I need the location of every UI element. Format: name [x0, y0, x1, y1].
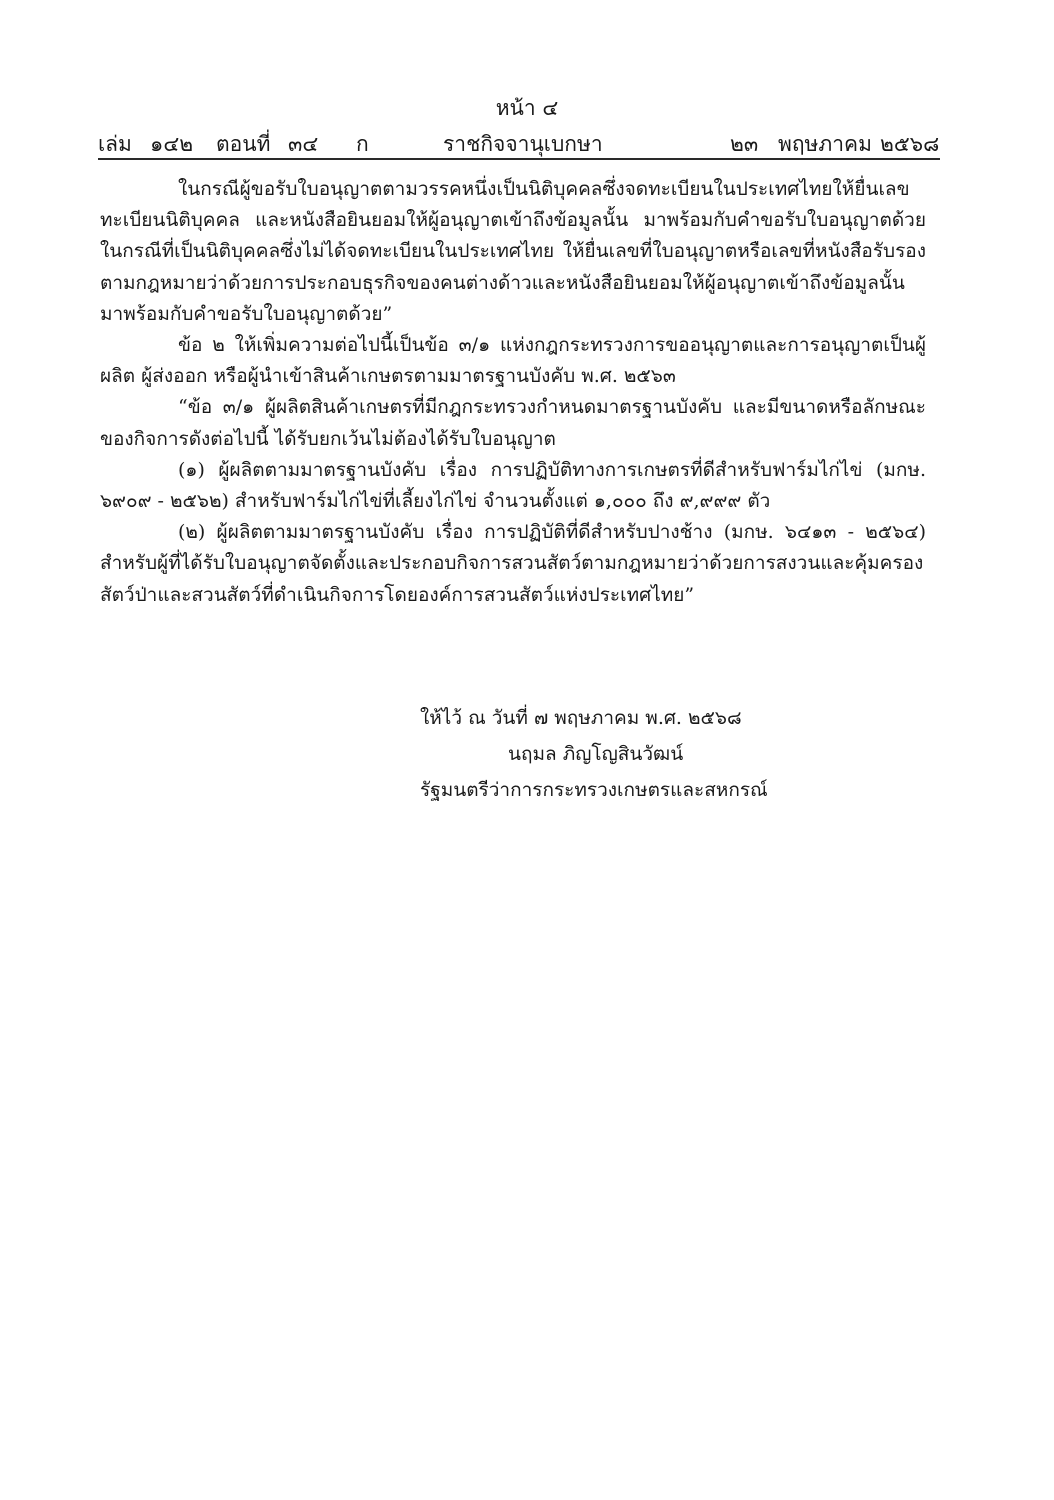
date-year: ๒๕๖๘: [880, 132, 940, 156]
page-number: หน้า ๔: [495, 96, 559, 120]
given-date: ให้ไว้ ณ วันที่ ๗ พฤษภาคม พ.ศ. ๒๕๖๘: [420, 707, 742, 729]
issue-number: ๓๔: [288, 132, 319, 156]
section-letter: ก: [356, 132, 369, 156]
gazette-header: [98, 128, 940, 158]
volume-label: เล่ม: [98, 132, 132, 156]
signatory-name: นฤมล ภิญโญสินวัฒน์: [508, 743, 684, 765]
date-day: ๒๓: [730, 132, 759, 156]
signature-block: [420, 700, 840, 808]
paragraph-juristic-person: ในกรณีผู้ขอรับใบอนุญาตตามวรรคหนึ่งเป็นนิติบุคคลซึ่งจดทะเบียนในประเทศไทยให้ยื่นเลขทะเบียนนิติบุคคล และหนังสือยินยอมให้ผู้อนุญาตเข้าถึงข้อมูลนั้น มาพร้อมกับคำขอรับใบอนุญาตด้วย ในกรณีที่เป็นนิติบุคคลซึ่งไม่ได้จดทะเบียนในประเทศไทย ให้ยื่นเลขที่ใบอนุญาตหรือเลขที่หนังสือรับรองตามกฎหมายว่าด้วยการประกอบธุรกิจของคนต่างด้าวและหนังสือยินยอมให้ผู้อนุญาตเข้าถึงข้อมูลนั้นมาพร้อมกับคำขอรับใบอนุญาตด้วย”: [100, 178, 926, 325]
header-divider: [98, 158, 940, 160]
gazette-name: ราชกิจจานุเบกษา: [443, 132, 603, 156]
volume-number: ๑๔๒: [150, 132, 194, 156]
signatory-position: รัฐมนตรีว่าการกระทรวงเกษตรและสหกรณ์: [420, 779, 768, 801]
paragraph-clause-2: ข้อ ๒ ให้เพิ่มความต่อไปนี้เป็นข้อ ๓/๑ แห่งกฎกระทรวงการขออนุญาตและการอนุญาตเป็นผู้ผลิต ผู้ส่งออก หรือผู้นำเข้าสินค้าเกษตรตามมาตรฐานบังคับ พ.ศ. ๒๕๖๓: [100, 334, 926, 388]
paragraph-clause-3-1: “ข้อ ๓/๑ ผู้ผลิตสินค้าเกษตรที่มีกฎกระทรวงกำหนดมาตรฐานบังคับ และมีขนาดหรือลักษณะของกิจการดังต่อไปนี้ ได้รับยกเว้นไม่ต้องได้รับใบอนุญาต: [100, 396, 926, 450]
issue-label: ตอนที่: [216, 132, 271, 156]
paragraph-item-1: (๑) ผู้ผลิตตามมาตรฐานบังคับ เรื่อง การปฏิบัติทางการเกษตรที่ดีสำหรับฟาร์มไก่ไข่ (มกษ. ๖๙๐๙ - ๒๕๖๒) สำหรับฟาร์มไก่ไข่ที่เลี้ยงไก่ไข่ จำนวนตั้งแต่ ๑,๐๐๐ ถึง ๙,๙๙๙ ตัว: [100, 458, 926, 513]
paragraph-item-2: (๒) ผู้ผลิตตามมาตรฐานบังคับ เรื่อง การปฏิบัติที่ดีสำหรับปางช้าง (มกษ. ๖๔๑๓ - ๒๕๖๔) สำหรับผู้ที่ได้รับใบอนุญาตจัดตั้งและประกอบกิจการสวนสัตว์ตามกฎหมายว่าด้วยการสงวนและคุ้มครองสัตว์ป่าและสวนสัตว์ที่ดำเนินกิจการโดยองค์การสวนสัตว์แห่งประเทศไทย”: [100, 521, 926, 606]
date-month: พฤษภาคม: [778, 132, 872, 156]
document-body: [100, 174, 926, 611]
